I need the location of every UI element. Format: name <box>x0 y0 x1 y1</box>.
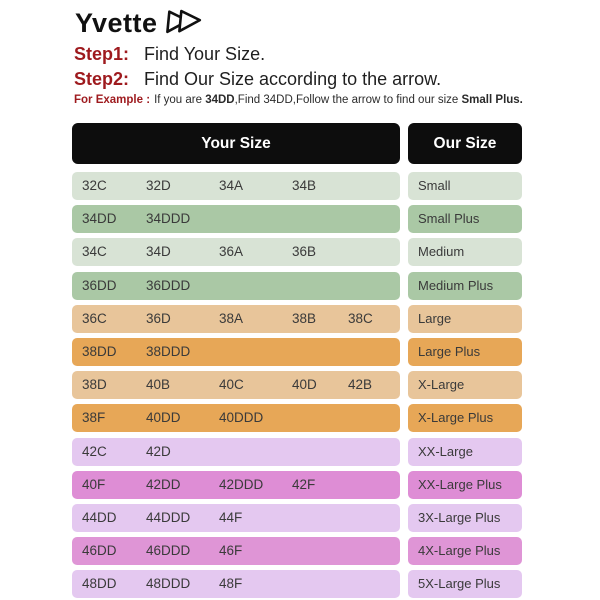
your-size-cell <box>72 404 400 432</box>
your-size-cell <box>72 172 400 200</box>
size-value: 36DD <box>82 277 117 293</box>
step-2-label: Step2: <box>74 69 130 89</box>
size-value: 34DDD <box>146 211 191 227</box>
size-value: 34DD <box>82 211 117 227</box>
size-value: 40DDD <box>219 410 264 426</box>
our-size-cell: Small <box>408 172 522 200</box>
size-value: 44DDD <box>146 509 191 525</box>
size-value: 48DD <box>82 576 117 592</box>
size-table-body <box>72 172 522 600</box>
our-size-cell: Medium <box>408 238 522 266</box>
our-size-cell: 4X-Large Plus <box>408 537 522 565</box>
brand-logo-text: Yvette <box>75 7 158 38</box>
size-value: 40DD <box>146 410 181 426</box>
size-value: 36C <box>82 310 107 326</box>
step-2 <box>74 69 523 90</box>
size-value: 38C <box>348 310 373 326</box>
our-size-header: Our Size <box>408 123 522 164</box>
size-value: 36DDD <box>146 277 191 293</box>
example-line <box>74 94 523 106</box>
size-value: 44F <box>219 509 243 525</box>
size-value: 42F <box>292 476 316 492</box>
size-value: 36A <box>219 244 244 260</box>
our-size-cell: Small Plus <box>408 205 522 233</box>
table-row <box>72 205 522 233</box>
step-2-text: Find Our Size according to the arrow. <box>144 69 442 89</box>
size-value: 40C <box>219 377 244 393</box>
step-1-label: Step1: <box>74 44 130 64</box>
step-1-text: Find Your Size. <box>144 44 266 64</box>
size-value: 32D <box>146 178 171 193</box>
size-value: 36B <box>292 244 317 260</box>
size-value: 38B <box>292 310 317 326</box>
example-segment: Small Plus. <box>461 94 523 106</box>
size-value: 34A <box>219 178 244 193</box>
table-row <box>72 504 522 532</box>
your-size-cell <box>72 537 400 565</box>
your-size-cell <box>72 238 400 266</box>
example-text <box>154 94 523 106</box>
table-row <box>72 438 522 466</box>
double-right-arrow-icon <box>163 7 203 41</box>
size-value: 48F <box>219 576 243 592</box>
size-value: 36D <box>146 310 171 326</box>
table-row <box>72 238 522 266</box>
our-size-cell: X-Large Plus <box>408 404 522 432</box>
our-size-cell: XX-Large <box>408 438 522 466</box>
your-size-header: Your Size <box>72 123 400 164</box>
size-value: 46F <box>219 543 243 559</box>
our-size-cell: Large <box>408 305 522 333</box>
our-size-cell: 5X-Large Plus <box>408 570 522 598</box>
our-size-cell: Medium Plus <box>408 272 522 300</box>
size-value: 42C <box>82 443 107 459</box>
size-value: 40B <box>146 377 171 393</box>
table-row <box>72 272 522 300</box>
step-1 <box>74 44 523 65</box>
size-value: 38DDD <box>146 343 191 359</box>
size-value: 42DDD <box>219 476 264 492</box>
our-size-cell: XX-Large Plus <box>408 471 522 499</box>
your-size-cell <box>72 504 400 532</box>
example-label: For Example : <box>74 94 151 106</box>
example-segment: ,Find 34DD,Follow the arrow to find our size <box>234 94 462 106</box>
table-row <box>72 471 522 499</box>
size-value: 38A <box>219 310 244 326</box>
table-row <box>72 371 522 399</box>
size-value: 34B <box>292 178 317 193</box>
our-size-cell: Large Plus <box>408 338 522 366</box>
your-size-cell <box>72 272 400 300</box>
size-value: 46DDD <box>146 543 191 559</box>
size-value: 38DD <box>82 343 117 359</box>
table-row <box>72 537 522 565</box>
example-segment: 34DD <box>205 94 235 106</box>
size-value: 32C <box>82 178 107 193</box>
size-value: 44DD <box>82 509 117 525</box>
size-value: 42DD <box>146 476 181 492</box>
instructions <box>74 44 523 106</box>
size-value: 34D <box>146 244 171 260</box>
our-size-cell: X-Large <box>408 371 522 399</box>
your-size-cell <box>72 371 400 399</box>
table-header <box>72 123 522 164</box>
size-value: 34C <box>82 244 107 260</box>
size-value: 42D <box>146 443 171 459</box>
table-row <box>72 172 522 200</box>
size-value: 40F <box>82 476 106 492</box>
brand-logo <box>75 6 202 40</box>
your-size-cell <box>72 305 400 333</box>
your-size-cell <box>72 438 400 466</box>
size-value: 40D <box>292 377 317 393</box>
table-row <box>72 404 522 432</box>
your-size-cell <box>72 205 400 233</box>
size-value: 42B <box>348 377 373 393</box>
your-size-cell <box>72 338 400 366</box>
our-size-cell: 3X-Large Plus <box>408 504 522 532</box>
size-value: 48DDD <box>146 576 191 592</box>
size-value: 38F <box>82 410 106 426</box>
your-size-cell <box>72 570 400 598</box>
table-row <box>72 338 522 366</box>
size-value: 38D <box>82 377 107 393</box>
your-size-cell <box>72 471 400 499</box>
table-row <box>72 570 522 598</box>
table-row <box>72 305 522 333</box>
size-value: 46DD <box>82 543 117 559</box>
example-segment: If you are <box>154 94 206 106</box>
